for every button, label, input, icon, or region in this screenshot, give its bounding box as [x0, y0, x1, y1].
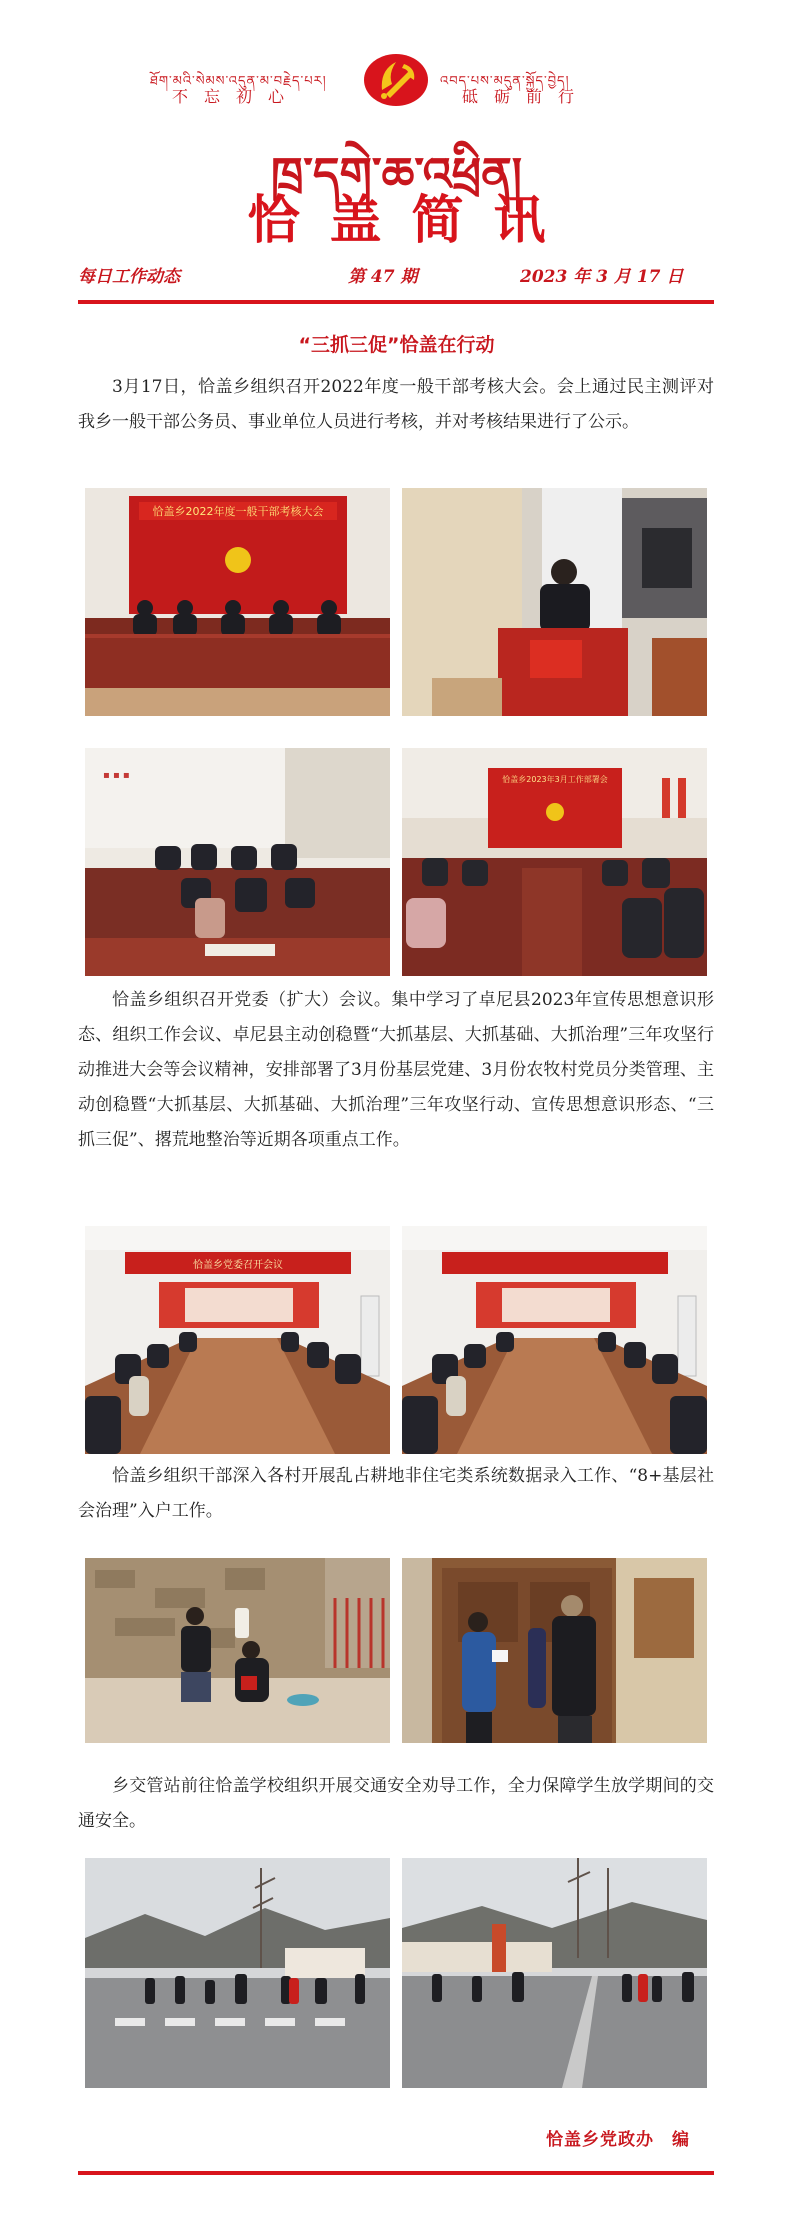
daily-label: 每日工作动态 — [78, 267, 180, 287]
photo-banner-text-3: 恰盖乡党委召开会议 — [193, 1260, 283, 1271]
photo-village-survey — [85, 1558, 390, 1743]
slogan-tibetan-right: འབད་པས་མདུན་སྐྱོད་བྱེད། — [440, 74, 570, 89]
issue-number: 第 47 期 — [348, 267, 418, 287]
photo-party-committee-meeting — [402, 748, 707, 976]
slogan-tibetan-left: ཐོག་མའི་སེམས་འདུན་མ་བརྗེད་པར། — [150, 74, 327, 89]
issue-date: 2023 年 3 月 17 日 — [520, 267, 684, 287]
photo-traffic-safety-road — [402, 1858, 707, 2088]
paragraph-4: 乡交管站前往恰盖学校组织开展交通安全劝导工作，全力保障学生放学期间的交通安全。 — [78, 1776, 714, 1831]
footer-divider — [78, 2171, 714, 2175]
slogan-left: 不忘初心 — [172, 87, 301, 106]
editor-signature: 恰盖乡党政办 编 — [546, 2130, 690, 2150]
photo-meeting-audience — [85, 748, 390, 976]
slogan-right: 砥砺前行 — [462, 87, 591, 106]
photo-podium-speech — [402, 488, 707, 716]
photo-assessment-meeting — [85, 488, 390, 716]
newsletter-title: 恰盖简讯 — [247, 191, 576, 251]
photo-banner-text-1: 恰盖乡2022年度一般干部考核大会 — [152, 505, 324, 518]
article-headline: “三抓三促”恰盖在行动 — [298, 334, 495, 356]
paragraph-1: 3月17日，恰盖乡组织召开2022年度一般干部考核大会。会上通过民主测评对我乡一般干部公务员、事业单位人员进行考核，并对考核结果进行了公示。 — [78, 377, 714, 432]
photo-conference-table-1 — [85, 1226, 390, 1454]
paragraph-2: 恰盖乡组织召开党委（扩大）会议。集中学习了卓尼县2023年宣传思想意识形态、组织工作会议、卓尼县主动创稳暨“大抓基层、大抓基础、大抓治理”三年攻坚行动推进大会等会议精神，安排部署了3月份基层党建、3月份农牧村党员分类管理、主动创稳暨“大抓基层、大抓基础、大抓治理”三年攻坚行动、宣传思想意识形态、“三抓三促”、撂荒地整治等近期各项重点工作。 — [78, 990, 714, 1150]
title-tibetan: ཁྲ་དགེ་ཆ་འཕྲིན། — [271, 147, 522, 201]
paragraph-3: 恰盖乡组织干部深入各村开展乱占耕地非住宅类系统数据录入工作、“8+基层社会治理”入户工作。 — [78, 1466, 714, 1521]
header-divider — [78, 300, 714, 304]
photo-conference-table-2 — [402, 1226, 707, 1454]
photo-banner-text-2: 恰盖乡2023年3月工作部署会 — [502, 775, 608, 784]
photo-traffic-safety-crosswalk — [85, 1858, 390, 2088]
photo-household-visit — [402, 1558, 707, 1743]
party-emblem-icon — [362, 50, 430, 108]
svg-text:▪ ▪ ▪: ▪ ▪ ▪ — [103, 770, 130, 781]
